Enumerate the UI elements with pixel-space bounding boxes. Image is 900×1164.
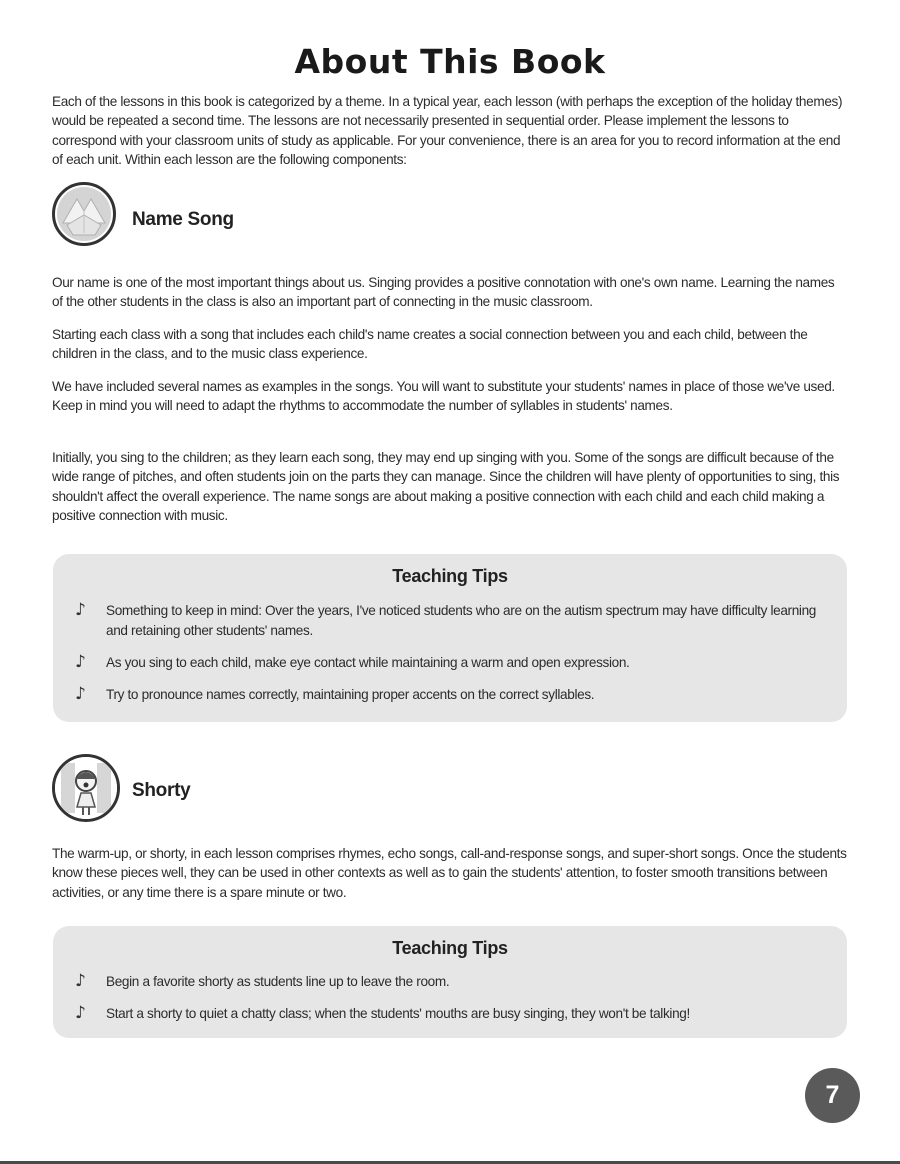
music-note-icon: ♪ (75, 684, 86, 704)
teaching-tips-title: Teaching Tips (392, 938, 508, 958)
music-note-icon: ♪ (75, 1003, 86, 1023)
tip-item (75, 601, 825, 641)
intro-paragraph: Each of the lessons in this book is categorized by a theme. In a typical year, each lesson (with perhaps the exception of the holiday themes) would be repeated a second time. The lessons are not necessarily presented in sequential order. Please implement the lessons to correspond with your classroom units of study as applicable. For your convenience, there is an area for you to record information at the end of each unit. Within each lesson are the following components: (52, 94, 843, 167)
teaching-tips-title: Teaching Tips (392, 566, 508, 586)
shorty-title: Shorty (132, 780, 191, 801)
music-note-icon: ♪ (75, 600, 86, 620)
tip-text: As you sing to each child, make eye contact while maintaining a warm and open expression. (106, 655, 630, 670)
page-number-badge: 7 (805, 1068, 860, 1123)
tip-item (75, 653, 825, 673)
tip-item (75, 685, 825, 705)
tip-text: Try to pronounce names correctly, maintaining proper accents on the correct syllables. (106, 687, 595, 702)
shorty-heading (52, 754, 352, 826)
name-song-paragraph: Starting each class with a song that includes each child's name creates a social connection between you and each child, between the children in the class, and to the music class experience. (52, 327, 808, 362)
name-song-teaching-tips (53, 554, 847, 722)
name-song-paragraph: We have included several names as examples in the songs. You will want to substitute your students' names in place of those we've used. Keep in mind you will need to adapt the rhythms to accommodate the number of syllables in students' names. (52, 379, 835, 414)
hands-icon (52, 182, 116, 246)
tip-text: Start a shorty to quiet a chatty class; when the students' mouths are busy singing, they won't be talking! (106, 1006, 690, 1021)
tip-item (75, 972, 825, 992)
name-song-title: Name Song (132, 209, 234, 230)
page-title: About This Book (294, 42, 606, 81)
name-song-paragraph: Initially, you sing to the children; as they learn each song, they may end up singing with you. Some of the songs are difficult because of the wide range of pitches, and often students join on the parts they can manage. Since the children will have plenty of opportunities to sing, this shouldn't affect the overall experience. The name songs are about making a positive connection with each child and each child making a positive connection with music. (52, 450, 840, 523)
music-note-icon: ♪ (75, 652, 86, 672)
tip-text: Begin a favorite shorty as students line up to leave the room. (106, 974, 450, 989)
shorty-paragraph: The warm-up, or shorty, in each lesson comprises rhymes, echo songs, call-and-response songs, and super-short songs. Once the students know these pieces well, they can be used in other contexts as well as to gain the students' attention, to foster smooth transitions between activities, or any time there is a spare minute or two. (52, 846, 847, 900)
tip-item (75, 1004, 825, 1024)
name-song-heading (52, 182, 352, 254)
shorty-teaching-tips (53, 926, 847, 1038)
name-song-paragraph: Our name is one of the most important things about us. Singing provides a positive connotation with one's own name. Learning the names of the other students in the class is also an important part of connecting in the music classroom. (52, 275, 835, 310)
tip-text: Something to keep in mind: Over the years, I've noticed students who are on the autism spectrum may have difficulty learning and retaining other students' names. (106, 603, 817, 638)
music-note-icon: ♪ (75, 971, 86, 991)
child-singing-icon (52, 754, 120, 822)
